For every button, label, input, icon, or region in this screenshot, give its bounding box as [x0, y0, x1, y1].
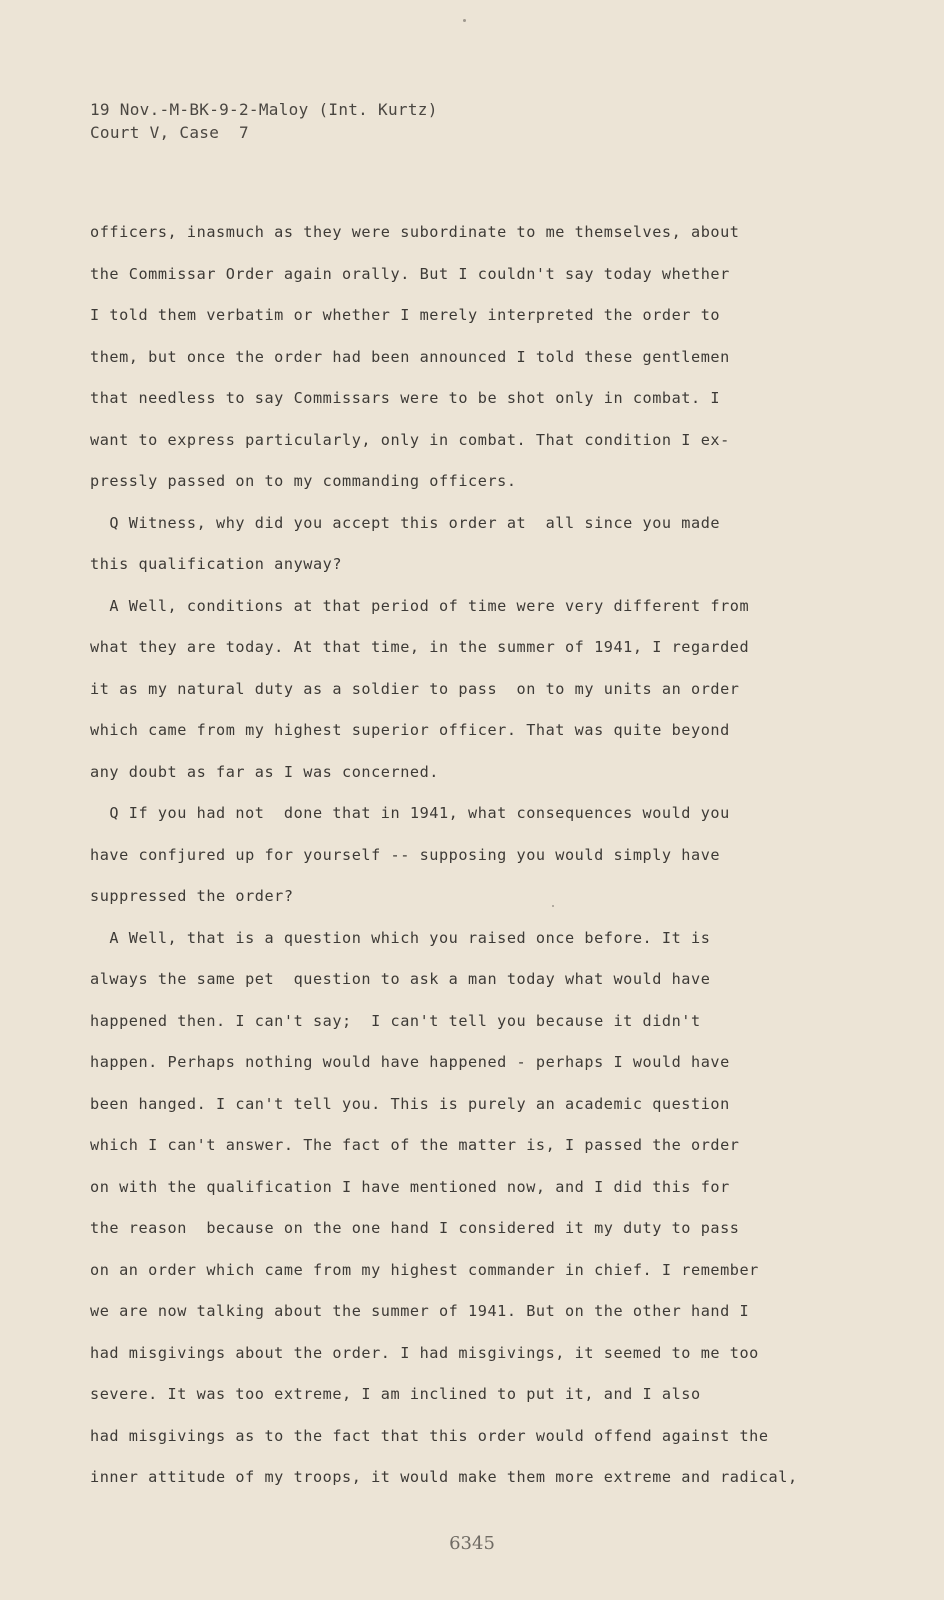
transcript-line: A Well, conditions at that period of time were very different from — [90, 596, 750, 615]
transcript-line: been hanged. I can't tell you. This is purely an academic question — [90, 1094, 730, 1113]
transcript-line: any doubt as far as I was concerned. — [90, 762, 439, 781]
transcript-line: had misgivings about the order. I had misgivings, it seemed to me too — [90, 1343, 759, 1362]
transcript-line: severe. It was too extreme, I am inclined to put it, and I also — [90, 1385, 701, 1403]
transcript-line: A Well, that is a question which you raised once before. It is — [90, 928, 711, 947]
transcript-line: the Commissar Order again orally. But I couldn't say today whether — [90, 264, 730, 283]
transcript-line: what they are today. At that time, in the summer of 1941, I regarded — [90, 638, 750, 656]
document-header — [90, 98, 438, 144]
transcript-line: have confjured up for yourself -- supposing you would simply have — [90, 845, 721, 864]
transcript-line: inner attitude of my troops, it would make them more extreme and radical, — [90, 1468, 798, 1486]
transcript-line: happened then. I can't say; I can't tell you because it didn't — [90, 1011, 701, 1030]
page-number: 6345 — [449, 1533, 495, 1554]
transcript-line: them, but once the order had been announced I told these gentlemen — [90, 347, 730, 366]
transcript-line: the reason because on the one hand I considered it my duty to pass — [90, 1219, 740, 1237]
transcript-line: on an order which came from my highest commander in chief. I remember — [90, 1260, 759, 1279]
header-court-case-line: Court V, Case 7 — [90, 123, 249, 142]
transcript-line: this qualification anyway? — [90, 555, 343, 573]
transcript-line: had misgivings as to the fact that this order would offend against the — [90, 1426, 769, 1445]
transcript-line: which I can't answer. The fact of the matter is, I passed the order — [90, 1136, 740, 1154]
paper-speck — [463, 19, 466, 22]
transcript-line: happen. Perhaps nothing would have happened - perhaps I would have — [90, 1053, 730, 1071]
transcript-line: it as my natural duty as a soldier to pass on to my units an order — [90, 679, 740, 698]
header-reference-line: 19 Nov.-M-BK-9-2-Maloy (Int. Kurtz) — [90, 100, 438, 119]
transcript-body — [90, 220, 850, 1507]
transcript-line: which came from my highest superior officer. That was quite beyond — [90, 721, 730, 739]
transcript-line: on with the qualification I have mentioned now, and I did this for — [90, 1177, 730, 1196]
transcript-line: that needless to say Commissars were to be shot only in combat. I — [90, 389, 721, 407]
transcript-line: officers, inasmuch as they were subordinate to me themselves, about — [90, 223, 740, 241]
transcript-line: always the same pet question to ask a man today what would have — [90, 970, 711, 988]
transcript-line: I told them verbatim or whether I merely interpreted the order to — [90, 306, 721, 324]
transcript-line: pressly passed on to my commanding officers. — [90, 472, 517, 490]
transcript-line: want to express particularly, only in combat. That condition I ex- — [90, 430, 730, 449]
transcript-line: Q Witness, why did you accept this order at all since you made — [90, 513, 721, 532]
transcript-line: Q If you had not done that in 1941, what consequences would you — [90, 804, 730, 822]
transcript-line: we are now talking about the summer of 1941. But on the other hand I — [90, 1302, 750, 1320]
transcript-line: suppressed the order? — [90, 887, 294, 905]
